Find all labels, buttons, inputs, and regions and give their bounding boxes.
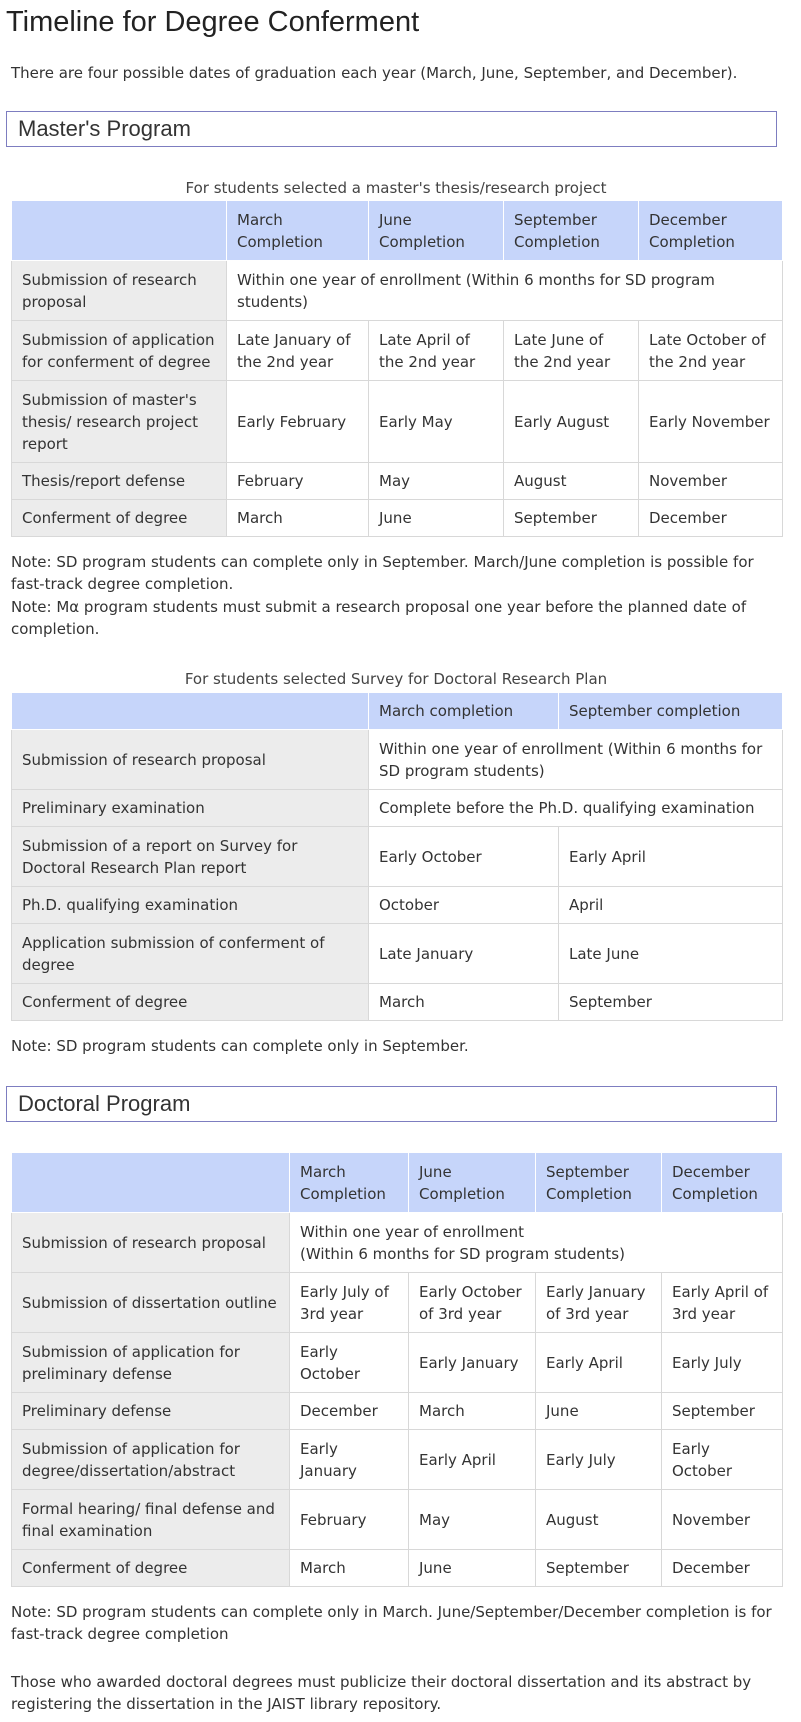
row-label: Formal hearing/ final defense and final examination (12, 1490, 290, 1550)
table-cell: Early January of 3rd year (536, 1273, 662, 1333)
table-header-row (12, 201, 783, 261)
table-cell: Early July of 3rd year (290, 1273, 409, 1333)
column-header: September Completion (504, 201, 639, 261)
table-cell: December (662, 1550, 783, 1587)
table-cell: Early August (504, 381, 639, 463)
table-cell: September (559, 984, 783, 1021)
doctoral-table (11, 1152, 783, 1587)
table-row (12, 1550, 783, 1587)
table-row (12, 1273, 783, 1333)
survey-note: Note: SD program students can complete only in September. (11, 1037, 469, 1055)
table-row (12, 984, 783, 1021)
table-cell: September (504, 500, 639, 537)
row-label: Submission of research proposal (12, 261, 227, 321)
row-label: Preliminary defense (12, 1393, 290, 1430)
table-cell: April (559, 887, 783, 924)
table-cell: Early May (369, 381, 504, 463)
table-cell: November (639, 463, 783, 500)
table-cell: Late April of the 2nd year (369, 321, 504, 381)
table-cell: February (227, 463, 369, 500)
masters-thesis-table (11, 200, 783, 537)
table-row (12, 827, 783, 887)
table-row (12, 500, 783, 537)
row-label: Submission of application for degree/dissertation/abstract (12, 1430, 290, 1490)
table-header-row (12, 1153, 783, 1213)
table-cell: September (662, 1393, 783, 1430)
table-cell: Early April (559, 827, 783, 887)
row-label: Conferment of degree (12, 500, 227, 537)
column-header: June Completion (369, 201, 504, 261)
table-cell: March (409, 1393, 536, 1430)
masters-survey-table (11, 692, 783, 1021)
header-corner-cell (12, 693, 369, 730)
table-cell: December (290, 1393, 409, 1430)
table-cell: Early April of 3rd year (662, 1273, 783, 1333)
table-row (12, 1393, 783, 1430)
table-cell: Late October of the 2nd year (639, 321, 783, 381)
row-label: Submission of dissertation outline (12, 1273, 290, 1333)
table-cell: March (369, 984, 559, 1021)
row-label: Submission of application for preliminary defense (12, 1333, 290, 1393)
row-label: Ph.D. qualifying examination (12, 887, 369, 924)
table-cell: Complete before the Ph.D. qualifying examination (369, 790, 783, 827)
span-line: Within one year of enrollment (300, 1222, 524, 1241)
table-cell: May (369, 463, 504, 500)
row-label: Preliminary examination (12, 790, 369, 827)
column-header: December Completion (639, 201, 783, 261)
table-row (12, 1430, 783, 1490)
table-cell: Late June (559, 924, 783, 984)
table-cell: November (662, 1490, 783, 1550)
table-cell: Within one year of enrollment (Within 6 months for SD program students) (369, 730, 783, 790)
row-label: Submission of a report on Survey for Doctoral Research Plan report (12, 827, 369, 887)
span-line: (Within 6 months for SD program students) (300, 1244, 625, 1263)
table-cell: March (290, 1550, 409, 1587)
header-corner-cell (12, 1153, 290, 1213)
table-cell: October (369, 887, 559, 924)
table-cell: December (639, 500, 783, 537)
table-row (12, 1333, 783, 1393)
masters-thesis-note-sd: Note: SD program students can complete only in September. March/June completion is possible for fast-track degree completion. (11, 553, 754, 593)
row-label: Conferment of degree (12, 1550, 290, 1587)
table-cell: February (290, 1490, 409, 1550)
column-header: September Completion (536, 1153, 662, 1213)
table-cell: Early November (639, 381, 783, 463)
table-cell: Early April (536, 1333, 662, 1393)
table-cell: June (369, 500, 504, 537)
table-row (12, 1213, 783, 1273)
table-row (12, 924, 783, 984)
table-cell: Early October (369, 827, 559, 887)
doctoral-note: Note: SD program students can complete only in March. June/September/December completion is for fast-track degree completion (11, 1603, 772, 1643)
table-cell: June (409, 1550, 536, 1587)
table-cell: Early October (290, 1333, 409, 1393)
intro-text: There are four possible dates of graduation each year (March, June, September, and December). (11, 64, 738, 82)
table-row (12, 261, 783, 321)
table-cell: Early April (409, 1430, 536, 1490)
table-cell: May (409, 1490, 536, 1550)
survey-table-caption: For students selected Survey for Doctoral Research Plan (184, 670, 608, 688)
row-label: Submission of research proposal (12, 1213, 290, 1273)
masters-program-heading: Master's Program (6, 111, 777, 147)
column-header: December Completion (662, 1153, 783, 1213)
row-label: Submission of research proposal (12, 730, 369, 790)
page-title: Timeline for Degree Conferment (6, 6, 420, 38)
row-label: Submission of master's thesis/ research project report (12, 381, 227, 463)
row-label: Thesis/report defense (12, 463, 227, 500)
repository-notice: Those who awarded doctoral degrees must publicize their doctoral dissertation and its abstract by registering the dissertation in the JAIST library repository. (11, 1673, 752, 1713)
masters-thesis-note-malpha: Note: Mα program students must submit a research proposal one year before the planned date of completion. (11, 598, 747, 638)
table-row (12, 463, 783, 500)
table-cell: Early January (409, 1333, 536, 1393)
table-cell: September (536, 1550, 662, 1587)
column-header: March Completion (227, 201, 369, 261)
table-cell: Late June of the 2nd year (504, 321, 639, 381)
table-header-row (12, 693, 783, 730)
table-cell: Late January (369, 924, 559, 984)
table-row (12, 381, 783, 463)
column-header: June Completion (409, 1153, 536, 1213)
table-cell: Late January of the 2nd year (227, 321, 369, 381)
column-header: March completion (369, 693, 559, 730)
row-label: Conferment of degree (12, 984, 369, 1021)
row-label: Application submission of conferment of degree (12, 924, 369, 984)
table-cell (290, 1213, 783, 1273)
column-header: September completion (559, 693, 783, 730)
table-row (12, 1490, 783, 1550)
table-row (12, 790, 783, 827)
header-corner-cell (12, 201, 227, 261)
column-header: March Completion (290, 1153, 409, 1213)
thesis-table-caption: For students selected a master's thesis/research project (185, 179, 607, 197)
table-cell: June (536, 1393, 662, 1430)
table-cell: August (536, 1490, 662, 1550)
table-cell: Early October (662, 1430, 783, 1490)
table-cell: August (504, 463, 639, 500)
table-cell: Early February (227, 381, 369, 463)
table-cell: Early January (290, 1430, 409, 1490)
table-cell: Within one year of enrollment (Within 6 months for SD program students) (227, 261, 783, 321)
table-row (12, 321, 783, 381)
table-cell: Early July (662, 1333, 783, 1393)
table-cell: Early October of 3rd year (409, 1273, 536, 1333)
table-cell: Early July (536, 1430, 662, 1490)
table-row (12, 730, 783, 790)
row-label: Submission of application for conferment of degree (12, 321, 227, 381)
table-cell: March (227, 500, 369, 537)
doctoral-program-heading: Doctoral Program (6, 1086, 777, 1122)
table-row (12, 887, 783, 924)
